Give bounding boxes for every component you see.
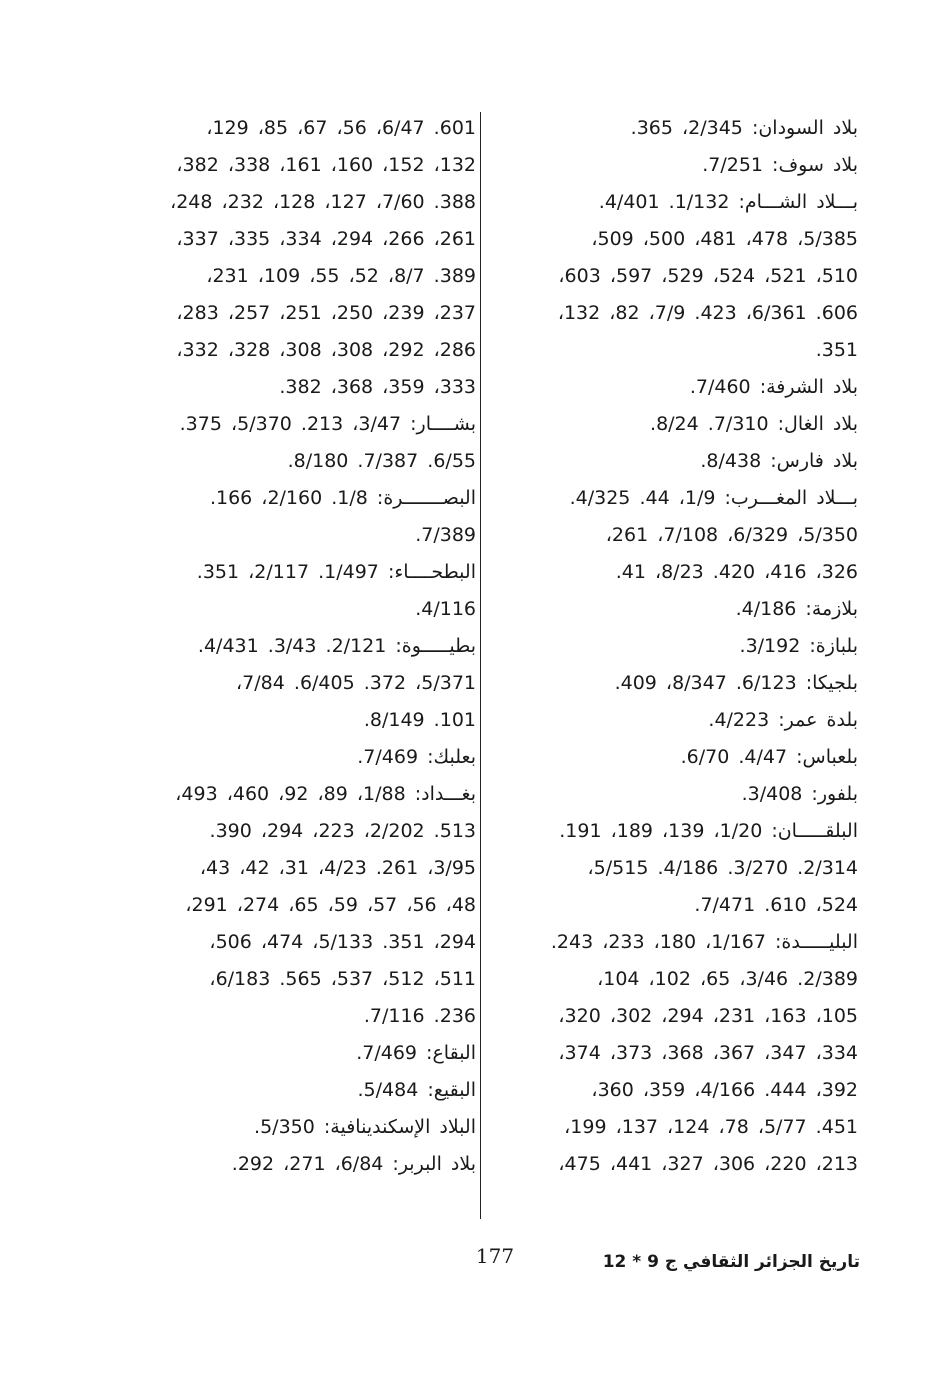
index-entry-line: 326، 416، 420. 8/23، 41.: [615, 561, 858, 583]
index-entry-line: 261، 266، 294، 334، 335، 337،: [176, 228, 476, 250]
index-entry-line: 524، 610. 7/471.: [694, 894, 858, 916]
index-column-right: [488, 110, 858, 1183]
index-entry-line: بلبازة: 3/192.: [739, 635, 858, 657]
index-entry-line: 2/389. 3/46، 65، 102، 104،: [597, 968, 858, 990]
index-entry-line: البصـــــــرة: 1/8. 2/160، 166.: [209, 487, 476, 509]
index-entry-line: بغـــداد: 1/88، 89، 92، 460، 493،: [175, 783, 476, 805]
index-entry-line: 513. 2/202، 223، 294، 390.: [209, 820, 476, 842]
index-entry-line: بلاد السودان: 2/345، 365.: [630, 117, 858, 139]
index-entry-line: 132، 152، 160، 161، 338، 382،: [176, 154, 476, 176]
index-entry-line: 48، 56، 57، 59، 65، 274، 291،: [185, 894, 476, 916]
index-entry-line: 388. 7/60، 127، 128، 232، 248،: [170, 191, 476, 213]
index-entry-line: 334، 347، 367، 368، 373، 374،: [558, 1042, 858, 1064]
index-entry-line: بلاد الشرفة: 7/460.: [689, 376, 858, 398]
index-entry-line: 2/314. 3/270. 4/186. 5/515،: [587, 857, 858, 879]
index-entry-line: بلاد البربر: 6/84، 271، 292.: [231, 1153, 476, 1175]
index-entry-line: البليـــــدة: 1/167، 180، 233، 243.: [550, 931, 858, 953]
index-entry-line: 451. 5/77، 78، 124، 137، 199،: [564, 1116, 858, 1138]
index-entry-line: 7/389.: [415, 524, 476, 546]
index-column-left: [108, 110, 476, 1183]
index-entry-line: 294، 351. 5/133، 474، 506،: [209, 931, 476, 953]
page-number: 177: [475, 1244, 515, 1268]
index-entry-line: 105، 163، 231، 294، 302، 320،: [558, 1005, 858, 1027]
index-entry-line: 236. 7/116.: [363, 1005, 476, 1027]
index-entry-line: 286، 292، 308، 308، 328، 332،: [176, 339, 476, 361]
index-entry-line: 389. 8/7، 52، 55، 109، 231،: [206, 265, 476, 287]
index-entry-line: 5/385، 478، 481، 500، 509،: [591, 228, 858, 250]
running-title: تاريخ الجزائر الثقافي ج 9 * 12: [602, 1252, 860, 1272]
index-entry-line: 5/371، 372. 6/405. 7/84،: [236, 672, 476, 694]
index-entry-line: بطيـــــوة: 2/121. 3/43. 4/431.: [197, 635, 476, 657]
index-entry-line: 351.: [815, 339, 858, 361]
index-entry-line: بـــلاد الشـــام: 1/132. 4/401.: [598, 191, 858, 213]
index-entry-line: البقاع: 7/469.: [356, 1042, 476, 1064]
index-entry-line: بشــــار: 3/47، 213. 5/370، 375.: [179, 413, 476, 435]
index-entry-line: بـــلاد المغـــرب: 1/9، 44. 4/325.: [569, 487, 858, 509]
index-entry-line: بلدة عمر: 4/223.: [708, 709, 858, 731]
index-entry-line: 606. 6/361، 423. 7/9، 82، 132،: [557, 302, 858, 324]
index-entry-line: بلجيكا: 6/123. 8/347، 409.: [614, 672, 858, 694]
index-entry-line: 392، 444. 4/166، 359، 360،: [591, 1079, 858, 1101]
column-divider: [480, 112, 481, 1219]
index-entry-line: البقيع: 5/484.: [357, 1079, 476, 1101]
index-entry-line: 101. 8/149.: [363, 709, 476, 731]
index-entry-line: 601. 6/47، 56، 67، 85، 129،: [206, 117, 476, 139]
index-entry-line: البلاد الإسكندينافية: 5/350.: [254, 1116, 476, 1138]
index-entry-line: بلاد سوف: 7/251.: [702, 154, 858, 176]
index-entry-line: 3/95، 261. 4/23، 31، 42، 43،: [199, 857, 476, 879]
index-entry-line: 511، 512، 537، 565. 6/183،: [209, 968, 476, 990]
index-entry-line: 510، 521، 524، 529، 597، 603،: [558, 265, 858, 287]
index-entry-line: 333، 359، 368، 382.: [279, 376, 476, 398]
index-entry-line: بلاد فارس: 8/438.: [700, 450, 858, 472]
index-entry-line: 4/116.: [415, 598, 476, 620]
index-entry-line: بعلبك: 7/469.: [357, 746, 476, 768]
index-entry-line: 237، 239، 250، 251، 257، 283،: [176, 302, 476, 324]
index-entry-line: 213، 220، 306، 327، 441، 475،: [558, 1153, 858, 1175]
index-entry-line: بلعباس: 4/47. 6/70.: [680, 746, 858, 768]
index-entry-line: 5/350، 6/329، 7/108، 261،: [605, 524, 858, 546]
index-entry-line: بلاد الغال: 7/310. 8/24.: [650, 413, 858, 435]
index-entry-line: بلفور: 3/408.: [741, 783, 858, 805]
index-entry-line: البطحــــاء: 1/497. 2/117، 351.: [196, 561, 476, 583]
index-entry-line: البلقـــــان: 1/20، 139، 189، 191.: [559, 820, 858, 842]
index-entry-line: بلازمة: 4/186.: [735, 598, 858, 620]
index-entry-line: 6/55. 7/387. 8/180.: [287, 450, 476, 472]
